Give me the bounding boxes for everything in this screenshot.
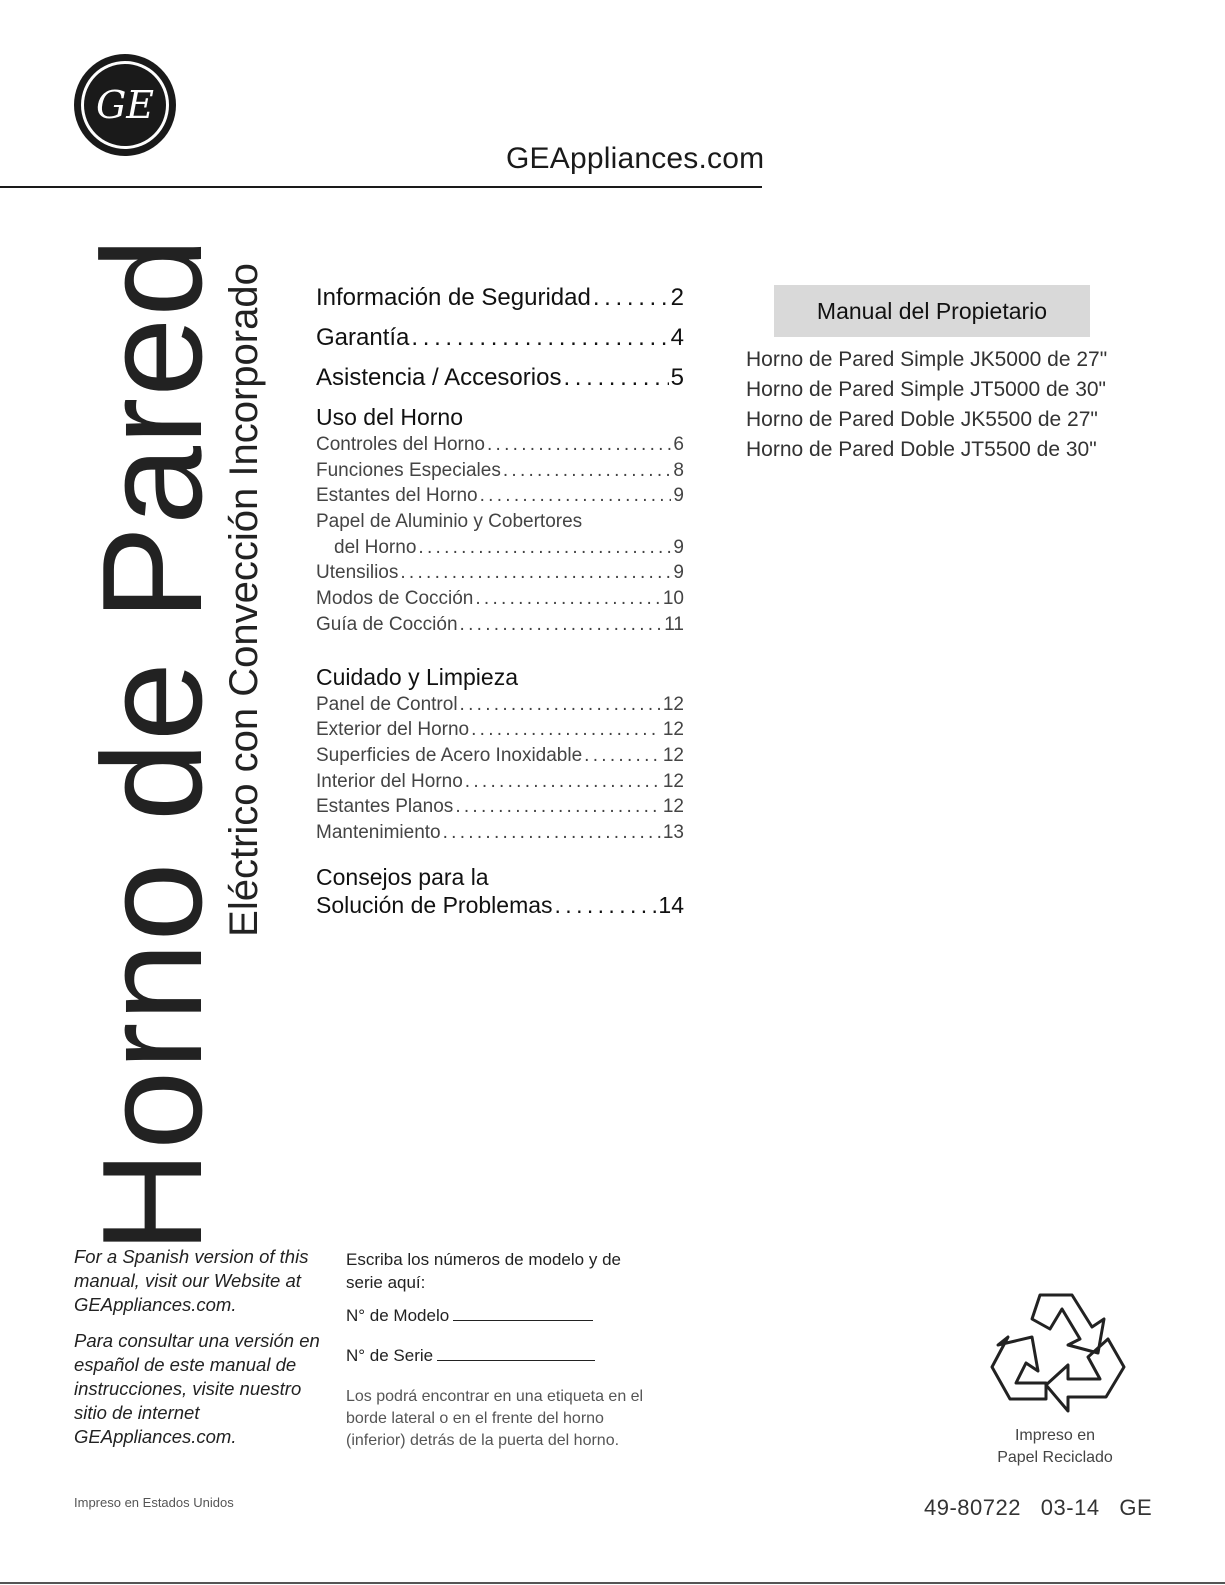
toc-page: 2: [670, 284, 684, 311]
model-number-label: N° de Modelo: [346, 1306, 450, 1325]
toc-leader: [555, 892, 657, 919]
ge-logo-text: GE: [95, 83, 155, 127]
toc-item-title: Mantenimiento: [316, 821, 441, 843]
recycled-paper-note: [960, 1425, 1150, 1469]
toc-item-title: del Horno: [334, 536, 417, 558]
toc-item-title: Modos de Cocción: [316, 588, 474, 610]
toc-item: [316, 537, 684, 563]
toc-item: [316, 460, 684, 486]
footer-divider: [0, 1582, 1225, 1584]
toc-page: 4: [670, 324, 684, 351]
toc-leader: [460, 614, 663, 636]
publication-code: 49-80722 03-14 GE: [924, 1495, 1153, 1520]
model-number-field: [346, 1306, 646, 1326]
main-title: [73, 236, 232, 1254]
spanish-version-note: [74, 1245, 334, 1461]
toc-page: 9: [673, 485, 684, 507]
toc-leader: [400, 562, 671, 584]
english-note: For a Spanish version of this manual, visit our Website at GEAppliances.com.: [74, 1246, 309, 1315]
model-number-line: [453, 1306, 593, 1321]
toc-item-title: Papel de Aluminio y Cobertores: [316, 511, 583, 533]
toc-entry-title: Garantía: [316, 324, 410, 351]
toc-leader: [443, 822, 661, 844]
toc-item: [316, 745, 684, 771]
toc-page: 6: [673, 434, 684, 455]
toc-item-title: Controles del Horno: [316, 434, 485, 455]
toc-item-title: Exterior del Horno: [316, 719, 470, 741]
record-note: Los podrá encontrar en una etiqueta en el borde lateral o en el frente del horno (inferior) detrás de la puerta del horno.: [346, 1388, 644, 1449]
toc-page: 12: [662, 744, 684, 766]
toc-page: 11: [664, 613, 684, 635]
toc-item-title: Estantes Planos: [316, 796, 454, 818]
toc-item: [316, 485, 684, 511]
record-numbers: [346, 1248, 646, 1452]
toc-page: 12: [662, 693, 684, 715]
main-title-text: Horno de Pared: [73, 236, 232, 1254]
toc-heading-cuidado: Cuidado y Limpieza: [316, 663, 519, 690]
toc-leader: [411, 324, 668, 352]
toc-page: 12: [662, 770, 684, 792]
toc-page: 12: [662, 796, 684, 818]
toc-item: [316, 771, 684, 797]
toc-leader: [487, 434, 671, 456]
toc-item: [316, 719, 684, 745]
toc-leader: [593, 284, 669, 312]
serial-number-line: [437, 1346, 595, 1361]
toc-heading-uso: Uso del Horno: [316, 404, 464, 430]
toc-item-title: Panel de Control: [316, 693, 458, 715]
toc-page: 5: [670, 364, 684, 391]
recycled-line1: Impreso en: [1014, 1427, 1096, 1444]
recycle-icon: [980, 1275, 1130, 1425]
toc-item-title: Estantes del Horno: [316, 485, 478, 507]
header-divider: [0, 186, 762, 188]
toc-leader: [455, 796, 661, 818]
toc-item: [316, 434, 684, 460]
toc-page: 12: [662, 719, 684, 741]
toc-page: 10: [662, 588, 684, 610]
toc-page: 8: [673, 459, 684, 481]
subtitle-text: Eléctrico con Convección Incorporado: [222, 263, 266, 937]
toc-entry-asistencia: [316, 364, 684, 394]
model-item: Horno de Pared Simple JT5000 de 30": [746, 378, 1107, 401]
model-list: [746, 345, 1107, 465]
toc-entry-garantia: [316, 324, 684, 354]
toc-item: [316, 614, 684, 640]
toc-item: [316, 822, 684, 848]
toc-item: [316, 796, 684, 822]
toc-item: [316, 562, 684, 588]
model-item: Horno de Pared Doble JT5500 de 30": [746, 438, 1097, 461]
subtitle: [222, 263, 266, 937]
spanish-note: Para consultar una versión en español de este manual de instrucciones, visite nuestro sitio de internet GEAppliances.com.: [74, 1330, 320, 1447]
toc-item: [316, 694, 684, 720]
toc-item: [316, 588, 684, 614]
toc-entry-title: Información de Seguridad: [316, 284, 591, 311]
toc-page: 9: [673, 536, 684, 558]
toc-leader: [563, 364, 668, 392]
toc-leader: [475, 588, 660, 610]
table-of-contents: [316, 284, 684, 920]
toc-leader: [465, 771, 661, 793]
toc-page: 14: [658, 891, 684, 918]
toc-leader: [471, 719, 661, 741]
toc-item-title: Utensilios: [316, 562, 399, 584]
toc-leader: [460, 694, 661, 716]
toc-page: 13: [662, 821, 684, 843]
toc-item-title: Funciones Especiales: [316, 459, 501, 481]
toc-entry-title: Asistencia / Accesorios: [316, 364, 562, 391]
toc-item: [316, 511, 684, 537]
toc-leader: [503, 460, 672, 482]
serial-number-label: N° de Serie: [346, 1346, 434, 1365]
record-intro: Escriba los números de modelo y de serie aquí:: [346, 1250, 621, 1292]
toc-entry-consejos: [316, 892, 684, 920]
toc-entry-seguridad: [316, 284, 684, 314]
toc-item-title: Guía de Cocción: [316, 613, 458, 635]
toc-entry-title: Solución de Problemas: [316, 891, 553, 918]
owner-manual-label: Manual del Propietario: [774, 285, 1090, 337]
website-url: GEAppliances.com: [506, 142, 765, 175]
printed-in-label: Impreso en Estados Unidos: [74, 1495, 234, 1510]
serial-number-field: [346, 1346, 646, 1366]
toc-leader: [418, 537, 671, 559]
toc-leader: [480, 485, 672, 507]
toc-item-title: Interior del Horno: [316, 770, 463, 792]
toc-leader: [584, 745, 661, 767]
model-item: Horno de Pared Doble JK5500 de 27": [746, 408, 1098, 431]
toc-heading-consejos: Consejos para la: [316, 863, 489, 890]
toc-item-title: Superficies de Acero Inoxidable: [316, 744, 583, 766]
toc-page: 9: [673, 562, 684, 584]
ge-logo: [72, 52, 178, 158]
recycled-line2: Papel Reciclado: [997, 1449, 1113, 1466]
model-item: Horno de Pared Simple JK5000 de 27": [746, 348, 1108, 371]
